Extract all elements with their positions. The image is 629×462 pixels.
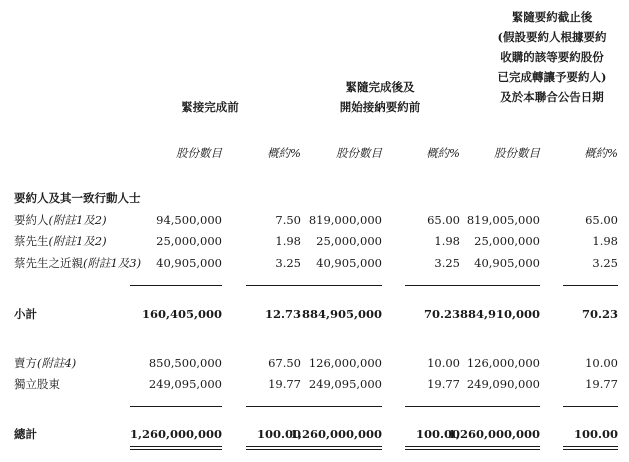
cell-pct-3: 10.00 xyxy=(585,356,618,370)
cell-pct-1: 19.77 xyxy=(268,377,301,391)
row-label xyxy=(14,256,141,271)
col-header-pct-1: 概約% xyxy=(267,146,301,160)
cell-shares-3: 1,260,000,000 xyxy=(448,427,541,441)
cell-shares-3: 40,905,000 xyxy=(474,256,540,270)
header-group-after-offer-close xyxy=(478,7,626,107)
row-label-text: 獨立股東 xyxy=(14,377,60,391)
cell-shares-3: 249,090,000 xyxy=(466,377,540,391)
cell-pct-2: 65.00 xyxy=(427,213,460,227)
rule-subtotal-6 xyxy=(563,285,618,286)
row-label-text: 蔡先生 xyxy=(14,234,49,248)
rule-subtotal-5 xyxy=(448,285,540,286)
header-group-after-completion xyxy=(318,77,442,117)
header-group-before-completion-line: 緊接完成前 xyxy=(181,100,239,114)
cell-pct-1: 1.98 xyxy=(275,234,301,248)
header-group-before-completion xyxy=(150,97,270,117)
header-line: 收購的該等要約股份 xyxy=(500,50,604,64)
subtotal-row xyxy=(0,307,629,322)
row-note: (附註1及3) xyxy=(83,256,142,270)
cell-pct-3: 65.00 xyxy=(585,213,618,227)
cell-shares-3: 884,910,000 xyxy=(459,307,540,321)
cell-pct-2: 70.23 xyxy=(423,307,460,321)
double-rule-1 xyxy=(130,446,222,450)
table-row xyxy=(0,356,629,371)
row-label xyxy=(14,213,107,228)
cell-shares-2: 884,905,000 xyxy=(301,307,382,321)
col-header-shares-2: 股份數目 xyxy=(336,146,382,160)
table-row xyxy=(0,377,629,392)
cell-pct-2: 100.00 xyxy=(415,427,460,441)
cell-pct-2: 19.77 xyxy=(427,377,460,391)
cell-shares-2: 126,000,000 xyxy=(308,356,382,370)
row-label-text: 蔡先生之近親 xyxy=(14,256,83,270)
row-label xyxy=(14,377,60,392)
table-row xyxy=(0,213,629,228)
cell-pct-2: 3.25 xyxy=(434,256,460,270)
header-line: 緊隨要約截止後 xyxy=(511,10,593,24)
cell-pct-3: 70.23 xyxy=(581,307,618,321)
header-line: 及於本聯合公告日期 xyxy=(500,90,604,104)
cell-pct-2: 10.00 xyxy=(427,356,460,370)
header-line: 已完成轉讓予要約人) xyxy=(497,70,607,84)
cell-pct-1: 3.25 xyxy=(275,256,301,270)
col-header-shares-3: 股份數目 xyxy=(494,146,540,160)
table-row xyxy=(0,234,629,249)
cell-pct-3: 3.25 xyxy=(592,256,618,270)
rule-subtotal-1 xyxy=(130,285,222,286)
col-header-shares-1: 股份數目 xyxy=(176,146,222,160)
table-row xyxy=(0,256,629,271)
cell-pct-1: 100.00 xyxy=(256,427,301,441)
row-note: (附註1及2) xyxy=(48,213,107,227)
cell-pct-2: 1.98 xyxy=(434,234,460,248)
cell-pct-3: 1.98 xyxy=(592,234,618,248)
row-label xyxy=(14,234,107,249)
cell-shares-2: 819,000,000 xyxy=(308,213,382,227)
rule-total-5 xyxy=(448,406,540,407)
cell-shares-3: 25,000,000 xyxy=(474,234,540,248)
row-note: (附註4) xyxy=(37,356,77,370)
cell-shares-3: 126,000,000 xyxy=(466,356,540,370)
cell-shares-1: 25,000,000 xyxy=(156,234,222,248)
cell-shares-1: 249,095,000 xyxy=(148,377,222,391)
cell-shares-3: 819,005,000 xyxy=(466,213,540,227)
cell-pct-1: 67.50 xyxy=(268,356,301,370)
rule-total-1 xyxy=(130,406,222,407)
section-title: 要約人及其一致行動人士 xyxy=(14,191,141,205)
row-label: 小計 xyxy=(14,307,37,321)
header-line: 緊隨完成後及 xyxy=(345,80,415,94)
double-rule-3 xyxy=(290,446,382,450)
double-rule-6 xyxy=(563,446,618,450)
cell-shares-2: 40,905,000 xyxy=(316,256,382,270)
row-label: 總計 xyxy=(14,427,37,441)
row-note: (附註1及2) xyxy=(48,234,107,248)
cell-shares-1: 160,405,000 xyxy=(141,307,222,321)
cell-shares-2: 25,000,000 xyxy=(316,234,382,248)
cell-pct-1: 7.50 xyxy=(275,213,301,227)
cell-pct-3: 19.77 xyxy=(585,377,618,391)
cell-shares-2: 249,095,000 xyxy=(308,377,382,391)
cell-pct-1: 12.73 xyxy=(264,307,301,321)
row-label-text: 要約人 xyxy=(14,213,49,227)
cell-shares-2: 1,260,000,000 xyxy=(290,427,383,441)
total-row xyxy=(0,427,629,442)
rule-total-3 xyxy=(290,406,382,407)
cell-shares-1: 850,500,000 xyxy=(148,356,222,370)
col-header-pct-2: 概約% xyxy=(426,146,460,160)
header-line: (假設要約人根據要約 xyxy=(497,30,607,44)
row-label xyxy=(14,356,76,371)
rule-total-6 xyxy=(563,406,618,407)
double-rule-5 xyxy=(448,446,540,450)
cell-shares-1: 40,905,000 xyxy=(156,256,222,270)
rule-subtotal-3 xyxy=(290,285,382,286)
cell-shares-1: 94,500,000 xyxy=(156,213,222,227)
cell-pct-3: 100.00 xyxy=(573,427,618,441)
header-line: 開始接納要約前 xyxy=(339,100,421,114)
cell-shares-1: 1,260,000,000 xyxy=(130,427,223,441)
row-label-text: 賣方 xyxy=(14,356,37,370)
col-header-pct-3: 概約% xyxy=(584,146,618,160)
